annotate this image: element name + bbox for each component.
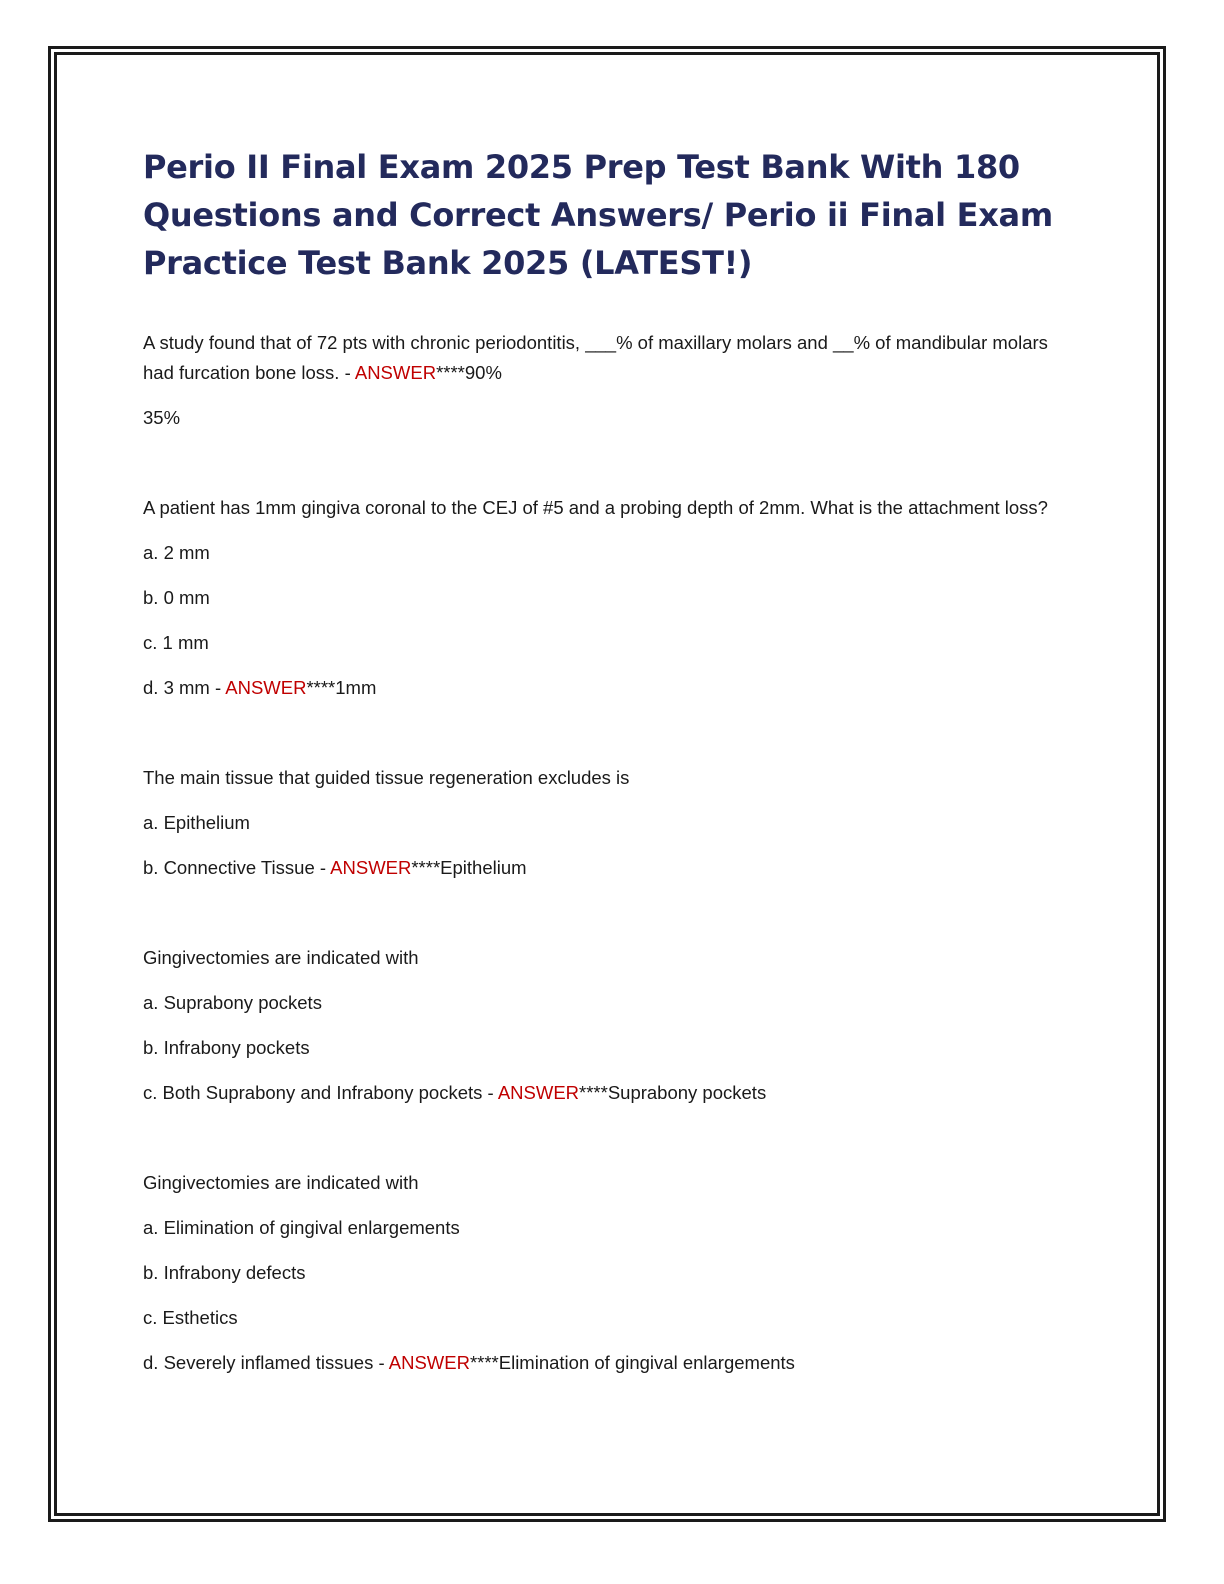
answer-label: ANSWER xyxy=(330,857,412,878)
answer-value: ****1mm xyxy=(306,677,377,698)
option: d. 3 mm - ANSWER****1mm xyxy=(143,677,377,698)
answer-label: ANSWER xyxy=(497,1082,580,1103)
question-text: A study found that of 72 pts with chronic periodontitis, ___% of maxillary molars and __% of mandibular molars had furcation bone loss. - ANSWER****90% xyxy=(143,332,1048,383)
option: a. Elimination of gingival enlargements xyxy=(143,1217,460,1238)
option: b. Infrabony pockets xyxy=(143,1037,310,1058)
question-text: A patient has 1mm gingiva coronal to the CEJ of #5 and a probing depth of 2mm. What is the attachment loss? xyxy=(143,497,1048,518)
answer-label: ANSWER xyxy=(388,1352,470,1373)
option: c. Esthetics xyxy=(143,1307,238,1328)
question-block xyxy=(143,328,1083,433)
question-text: Gingivectomies are indicated with xyxy=(143,947,419,968)
question-block xyxy=(143,493,1083,703)
question-block xyxy=(143,943,1083,1108)
option: a. Suprabony pockets xyxy=(143,992,322,1013)
answer-label: ANSWER xyxy=(354,362,437,383)
answer-value: ****Epithelium xyxy=(411,857,527,878)
answer-value: ****90% xyxy=(436,362,502,383)
answer-value: ****Suprabony pockets xyxy=(579,1082,767,1103)
question-block xyxy=(143,1168,1083,1378)
option: b. Infrabony defects xyxy=(143,1262,306,1283)
option: c. 1 mm xyxy=(143,632,209,653)
option: a. 2 mm xyxy=(143,542,210,563)
answer-value: ****Elimination of gingival enlargements xyxy=(469,1352,795,1373)
answer-label: ANSWER xyxy=(225,677,307,698)
question-text: The main tissue that guided tissue regeneration excludes is xyxy=(143,767,630,788)
option: d. Severely inflamed tissues - ANSWER****Elimination of gingival enlargements xyxy=(143,1352,795,1373)
option: c. Both Suprabony and Infrabony pockets - ANSWER****Suprabony pockets xyxy=(143,1082,767,1103)
option: b. 0 mm xyxy=(143,587,210,608)
answer-extra: 35% xyxy=(143,407,181,428)
document-title: Perio II Final Exam 2025 Prep Test Bank With 180 Questions and Correct Answers/ Perio ii Final Exam Practice Test Bank 2025 (LATEST!) xyxy=(143,148,1053,282)
option: b. Connective Tissue - ANSWER****Epithelium xyxy=(143,857,527,878)
question-text: Gingivectomies are indicated with xyxy=(143,1172,419,1193)
document-body xyxy=(143,143,1083,1378)
option: a. Epithelium xyxy=(143,812,250,833)
question-block xyxy=(143,763,1083,883)
